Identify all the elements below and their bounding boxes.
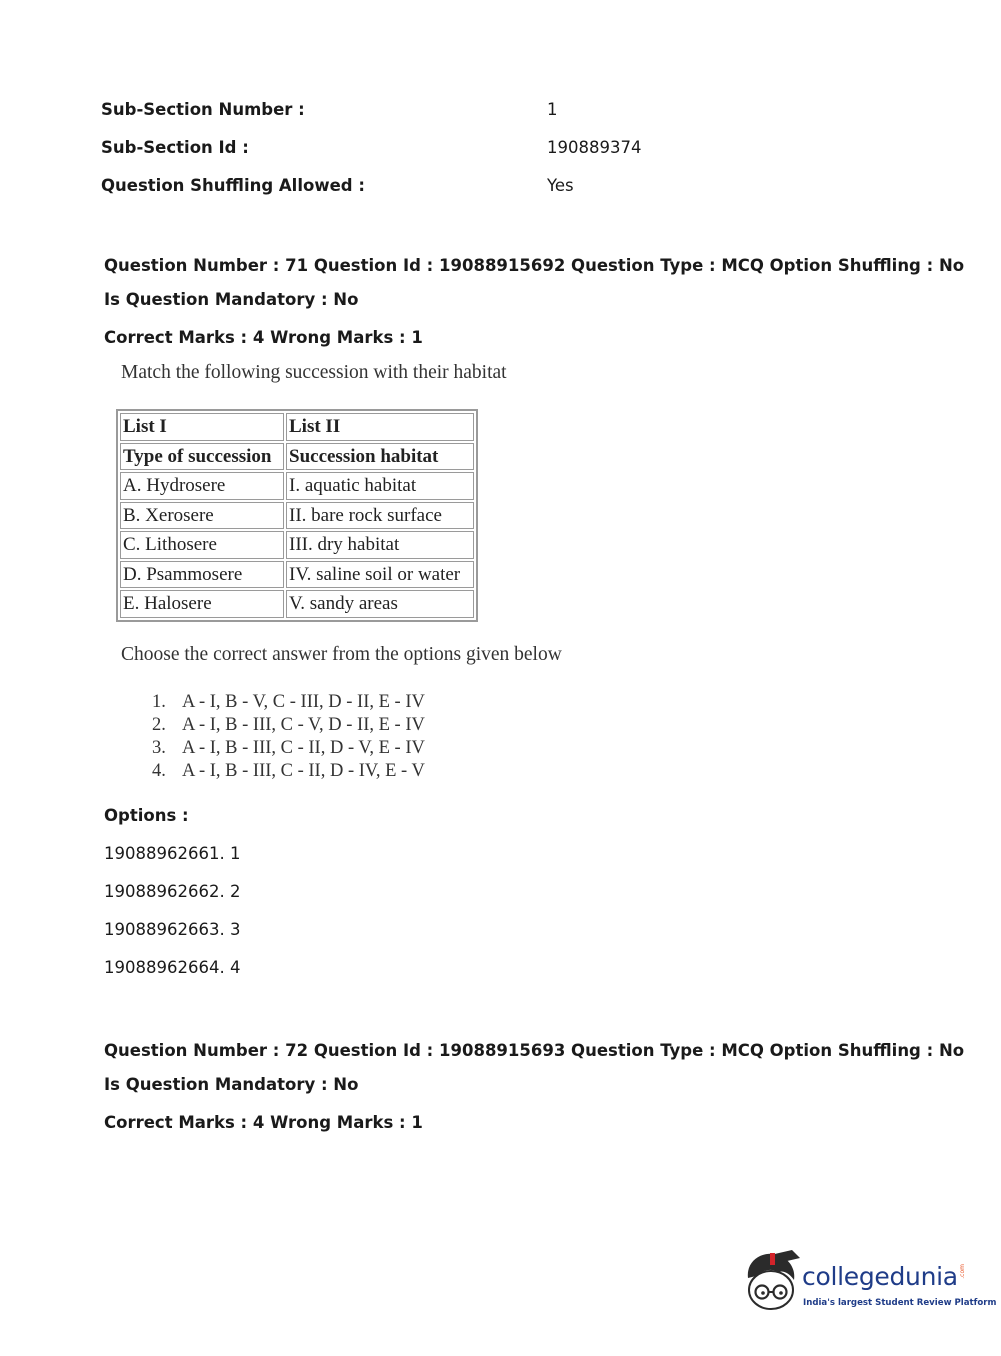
question-header: Question Number : 72 Question Id : 19088915693 Question Type : MCQ Option Shuffling : No [104,1041,965,1060]
question-mandatory: Is Question Mandatory : No [104,290,359,309]
table-cell: Type of succession [120,443,284,471]
table-row [120,472,474,500]
table-cell: IV. saline soil or water [286,561,474,589]
table-row [120,502,474,530]
choose-instruction: Choose the correct answer from the options given below [121,644,562,665]
answer-text: A - I, B - III, C - II, D - IV, E - V [182,761,425,781]
subsection-id-value: 190889374 [547,138,642,157]
collegedunia-logo [740,1248,997,1312]
answer-text: A - I, B - V, C - III, D - II, E - IV [182,692,425,712]
table-cell: List I [120,413,284,441]
answer-number: 1. [152,692,166,712]
question-marks: Correct Marks : 4 Wrong Marks : 1 [104,328,423,347]
question-marks: Correct Marks : 4 Wrong Marks : 1 [104,1113,423,1132]
answer-text: A - I, B - III, C - II, D - V, E - IV [182,738,425,758]
option-item-4: 19088962664. 4 [104,958,241,977]
answer-number: 2. [152,715,166,735]
table-row [120,531,474,559]
table-row [120,590,474,618]
table-cell: E. Halosere [120,590,284,618]
answer-number: 3. [152,738,166,758]
answer-choice-3 [152,738,425,759]
answer-choice-1 [152,692,425,713]
option-item-3: 19088962663. 3 [104,920,241,939]
option-item-1: 19088962661. 1 [104,844,241,863]
table-cell: D. Psammosere [120,561,284,589]
question-mandatory: Is Question Mandatory : No [104,1075,359,1094]
answer-choice-2 [152,715,425,736]
table-cell: III. dry habitat [286,531,474,559]
table-cell: A. Hydrosere [120,472,284,500]
question-stem: Match the following succession with their habitat [121,362,507,383]
logo-wordmark: collegedunia [802,1262,958,1291]
subsection-number-label: Sub-Section Number : [101,100,305,119]
table-cell: I. aquatic habitat [286,472,474,500]
logo-tagline: India's largest Student Review Platform [803,1298,997,1308]
table-header-row [120,443,474,471]
table-cell: II. bare rock surface [286,502,474,530]
table-cell: V. sandy areas [286,590,474,618]
subsection-id-label: Sub-Section Id : [101,138,249,157]
table-row [120,561,474,589]
answer-choice-4 [152,761,425,782]
table-cell: List II [286,413,474,441]
question-shuffling-label: Question Shuffling Allowed : [101,176,365,195]
table-cell: C. Lithosere [120,531,284,559]
table-header-row [120,413,474,441]
answer-text: A - I, B - III, C - V, D - II, E - IV [182,715,425,735]
options-label: Options : [104,806,189,825]
table-cell: Succession habitat [286,443,474,471]
mascot-icon [740,1248,802,1312]
question-shuffling-value: Yes [547,176,574,195]
table-cell: B. Xerosere [120,502,284,530]
match-table [116,409,478,622]
question-header: Question Number : 71 Question Id : 19088915692 Question Type : MCQ Option Shuffling : No [104,256,965,275]
option-item-2: 19088962662. 2 [104,882,241,901]
subsection-number-value: 1 [547,100,558,119]
answer-number: 4. [152,761,166,781]
logo-domain-suffix: .com [959,1264,966,1279]
